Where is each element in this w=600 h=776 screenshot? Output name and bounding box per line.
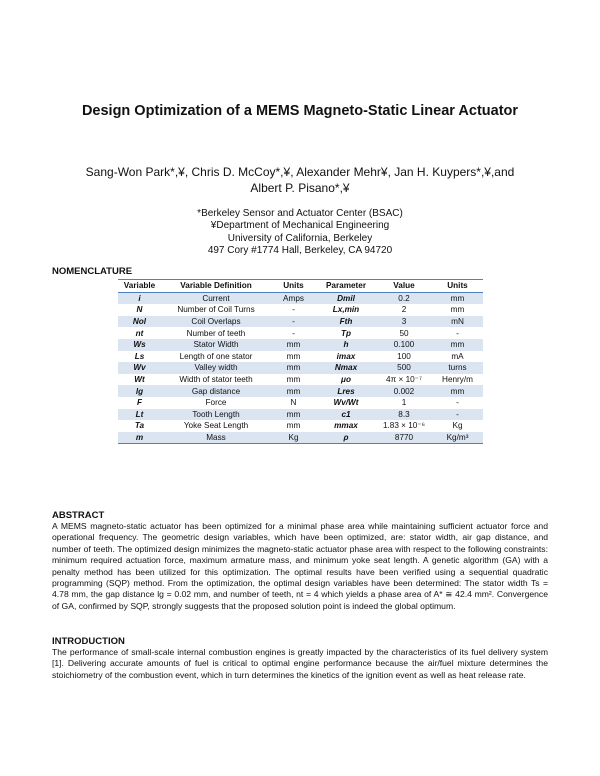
table-cell: 0.002 [393,386,415,396]
table-cell: 100 [397,351,411,361]
table-cell: Kg [452,421,463,431]
table-cell: Lres [337,386,355,396]
affiliation-line: ¥Department of Mechanical Engineering [210,220,390,232]
table-cell: 4π × 10⁻⁷ [386,375,422,385]
table-header-row [118,280,483,293]
table-cell: mm [286,386,301,396]
table-cell: Stator Width [193,340,239,350]
table-cell: - [456,409,459,419]
table-cell: 50 [399,328,409,338]
table-cell: mm [286,409,301,419]
table-cell: Width of stator teeth [179,375,253,385]
table-cell: Tooth Length [192,409,240,419]
table-cell: mN [451,317,464,327]
table-cell: Number of teeth [186,328,246,338]
table-cell: F [136,398,142,408]
table-cell: mm [450,293,465,303]
table-cell: turns [448,363,467,373]
introduction-heading: INTRODUCTION [52,636,125,647]
table-cell: - [292,328,295,338]
table-cell: Henry/m [442,375,473,385]
table-row [118,385,483,397]
table-row [118,327,483,339]
table-cell: h [343,340,349,350]
table-cell: mA [451,351,464,361]
table-cell: N [290,398,297,408]
table-cell: 0.100 [393,340,415,350]
table-cell: i [138,293,141,303]
table-cell: mm [286,351,301,361]
table-row [118,374,483,386]
table-cell: Nmax [334,363,358,373]
table-cell: 500 [397,363,411,373]
table-cell: μo [341,375,351,385]
table-cell: mmax [334,421,358,431]
table-cell: mm [450,340,465,350]
nomenclature-table [118,279,483,444]
affiliation-line: 497 Cory #1774 Hall, Berkeley, CA 94720 [207,245,393,257]
table-cell: Coil Overlaps [191,317,241,327]
table-cell: Kg [288,433,299,443]
paper-title: Design Optimization of a MEMS Magneto-Static Linear Actuator [81,103,519,119]
table-row [118,397,483,409]
table-row [118,420,483,432]
author-list [60,164,540,196]
column-header: Variable Definition [180,281,252,291]
table-cell: 1 [401,398,407,408]
table-cell: Force [205,398,227,408]
authors-line-1: Sang-Won Park*,¥, Chris D. McCoy*,¥, Alexander Mehr¥, Jan H. Kuypers*,¥,and [85,165,515,179]
table-cell: Tp [340,328,351,338]
table-cell: lg [135,386,144,396]
table-cell: c1 [341,409,351,419]
table-row [118,409,483,421]
table-body [118,292,483,444]
nomenclature-heading: NOMENCLATURE [52,266,133,277]
table-cell: mm [286,340,301,350]
column-header: Units [447,281,468,291]
table-cell: Fth [339,317,353,327]
table-cell: mm [286,375,301,385]
table-cell: mm [450,386,465,396]
table-row [118,351,483,363]
table-cell: N [136,305,143,315]
abstract-text: A MEMS magneto-static actuator has been optimized for a minimal phase area while maintaining sufficient actuator force and operational frequency. The geometric design variables, which have been optimized, are: stator width, air gap distance, and number of teeth. The optimized design minimizes the magneto-static actuator phase area with respect to the following constraints: minimum required actuation force, maximum armature mass, and minimum yoke seat length. A genetic algorithm (GA) with a penalty method has been utilized for this optimization. The optimal results have been verified using a sequential quadratic programming (SQP) method. From the optimization, the optimal design variables have been determined: The stator width Ts = 4.78 mm, the gap distance lg = 0.02 mm, and number of teeth, nt = 4 which yields a phase area of A* ≅ 42.4 mm². Convergence of GA, confirmed by SQP, strongly suggests that the proposed solution point is indeed the global optimum. [52,521,548,611]
table-cell: nt [135,328,144,338]
table-row [118,292,483,304]
introduction-text: The performance of small-scale internal combustion engines is greatly impacted by the characteristics of its fuel delivery system [1]. Delivering accurate amounts of fuel is critical to optimal engine performance because the air/fuel mixture determines the stoichiometry of the combustion event, which in turn determines the kinetics of the ignition event as well as heat release rate. [52,647,548,680]
table-cell: - [456,328,459,338]
table-cell: 8770 [394,433,414,443]
table-cell: Lt [135,409,144,419]
table-cell: Mass [206,433,226,443]
table-cell: Yoke Seat Length [183,421,249,431]
table-cell: - [292,305,295,315]
table-cell: mm [286,421,301,431]
table-cell: mm [450,305,465,315]
table-cell: - [292,317,295,327]
table-cell: Length of one stator [179,351,253,361]
table-cell: Wv [133,363,146,373]
column-header: Value [393,281,415,291]
table-row [118,316,483,328]
table-row [118,362,483,374]
table-cell: Valley width [194,363,238,373]
authors-line-2: Albert P. Pisano*,¥ [250,181,350,195]
table-row [118,339,483,351]
affiliation-block [100,208,500,258]
table-cell: Lx,min [332,305,360,315]
column-header: Variable [123,281,156,291]
table-cell: Number of Coil Turns [177,305,255,315]
table-cell: Amps [283,293,304,303]
table-cell: Wv/Wt [333,398,359,408]
table-cell: 2 [401,305,407,315]
table-cell: Ws [133,340,146,350]
affiliation-line: University of California, Berkeley [227,232,373,244]
table-cell: imax [336,351,356,361]
table-cell: Ls [134,351,145,361]
abstract-heading: ABSTRACT [52,510,105,521]
table-cell: 8.3 [398,409,410,419]
table-cell: Nol [132,317,147,327]
table-cell: Current [202,293,230,303]
table-cell: Gap distance [191,386,241,396]
affiliation-line: *Berkeley Sensor and Actuator Center (BSAC) [197,208,403,219]
column-header: Parameter [325,281,367,291]
table-cell: Wt [134,375,145,385]
table-cell: Kg/m³ [446,433,469,443]
table-row [118,304,483,316]
column-header: Units [283,281,304,291]
table-row [118,432,483,444]
table-cell: Dmil [337,293,355,303]
table-cell: ρ [343,433,349,443]
table-cell: 1.83 × 10⁻⁶ [382,421,426,431]
table-cell: m [135,433,144,443]
table-cell: mm [286,363,301,373]
table-cell: 0.2 [398,293,410,303]
table-cell: 3 [401,317,407,327]
table-cell: Ta [134,421,145,431]
table-cell: - [456,398,459,408]
